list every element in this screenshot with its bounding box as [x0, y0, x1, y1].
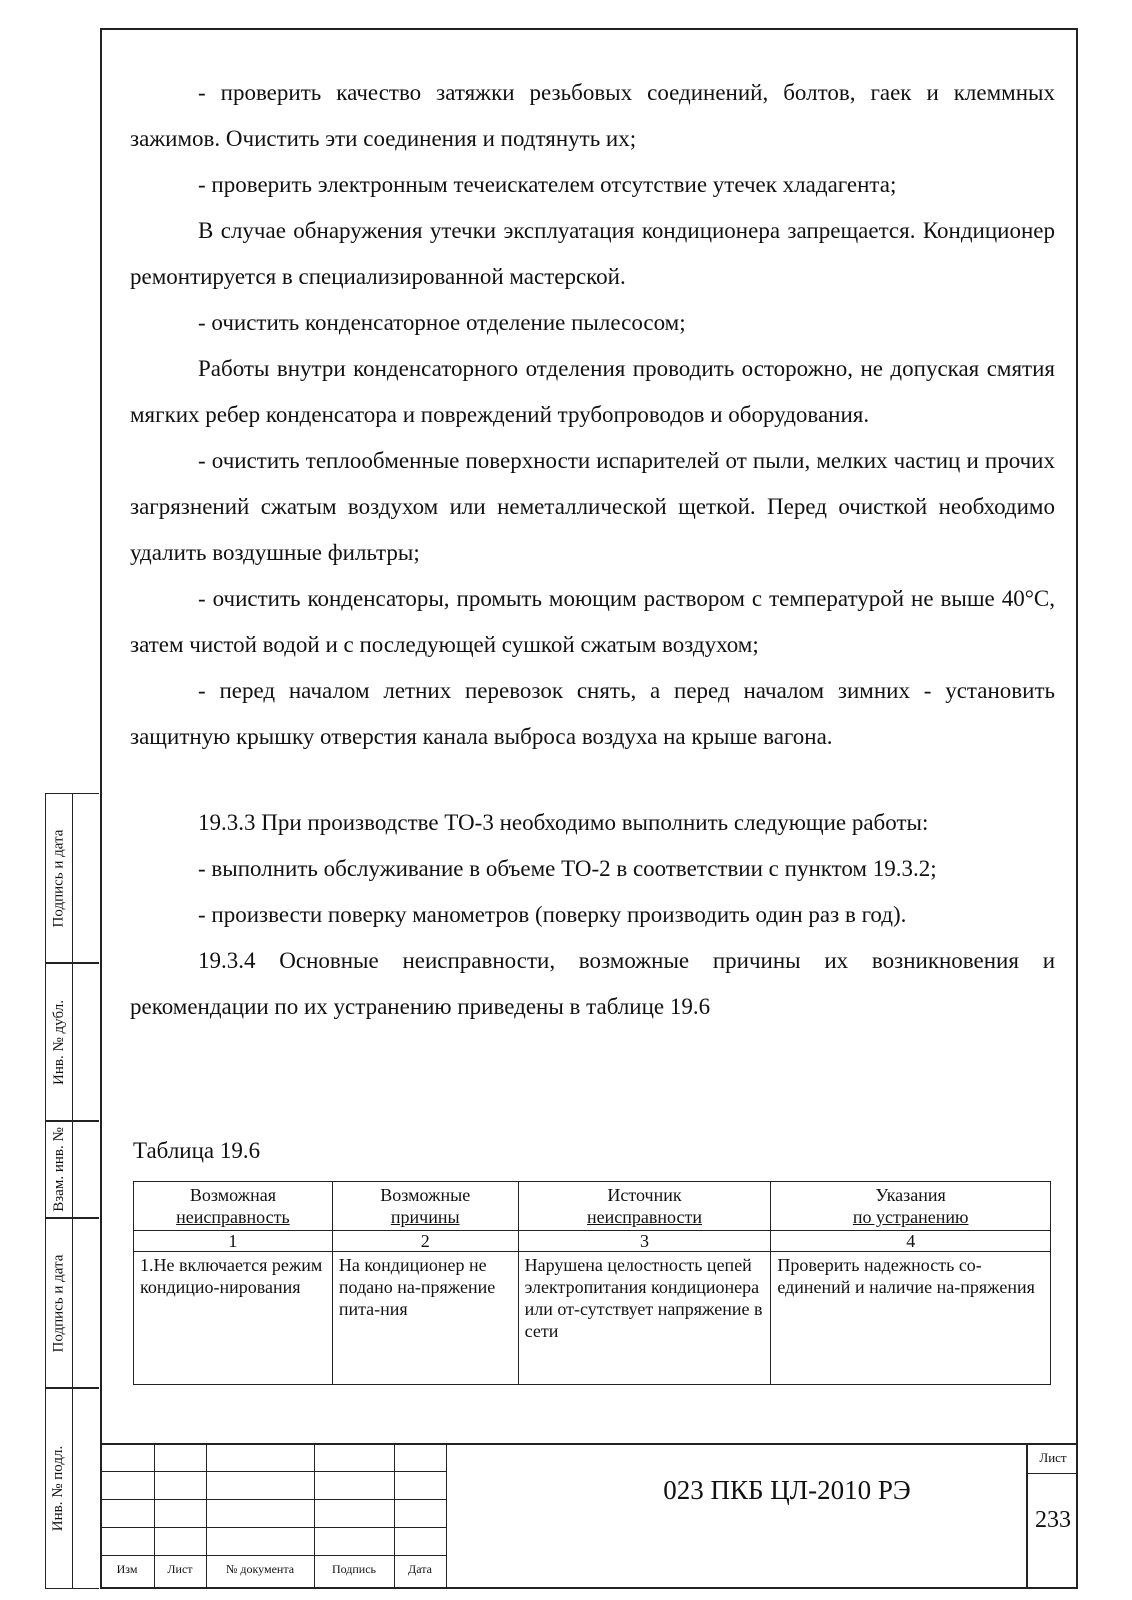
paragraph: В случае обнаружения утечки эксплуатация кондиционера запрещается. Кондиционер ремонтируется в специализированной мастерской. [130, 218, 1055, 289]
table-number-row [134, 1231, 1051, 1252]
column-number: 1 [134, 1231, 333, 1252]
table-cell: Проверить надежность со-единений и наличие на-пряжения [771, 1252, 1051, 1385]
side-label-signature-date: Подпись и дата [45, 793, 99, 963]
table-cell: Нарушена целостность цепей электропитания кондиционера или от-сутствует напряжение в сети [518, 1252, 771, 1385]
header-cell: Возможные причины [332, 1182, 518, 1231]
table-title: Таблица 19.6 [133, 1138, 261, 1163]
paragraph: 19.3.3 При производстве ТО-3 необходимо выполнить следующие работы: [198, 810, 929, 835]
paragraph: - проверить электронным течеискателем отсутствие утечек хладагента; [198, 172, 897, 197]
document-code: 023 ПКБ ЦЛ-2010 РЭ [663, 1475, 911, 1505]
paragraph: - очистить конденсаторы, промыть моющим раствором с температурой не выше 40°С, затем чистой водой и с последующей сушкой сжатым воздухом; [130, 586, 1055, 657]
stamp-caption-signature: Подпись [331, 1562, 377, 1576]
column-number: 4 [771, 1231, 1051, 1252]
stamp-caption-change: Изм [116, 1562, 138, 1576]
document-body [130, 70, 1055, 1030]
column-number: 2 [332, 1231, 518, 1252]
header-cell: Источник неисправности [518, 1182, 771, 1231]
table-cell: На кондиционер не подано на-пряжение пита-ния [332, 1252, 518, 1385]
header-cell: Возможная неисправность [134, 1182, 333, 1231]
paragraph: - проверить качество затяжки резьбовых соединений, болтов, гаек и клеммных зажимов. Очистить эти соединения и подтянуть их; [130, 80, 1055, 151]
side-label-orig-inv: Инв. № подл. [45, 1388, 99, 1589]
table-header-row [134, 1182, 1051, 1231]
paragraph: - перед началом летних перевозок снять, а перед началом зимних - установить защитную крышку отверстия канала выброса воздуха на крыше вагона. [130, 678, 1055, 749]
stamp-caption-document: № документа [225, 1562, 295, 1576]
header-cell: Указания по устранению [771, 1182, 1051, 1231]
paragraph: - выполнить обслуживание в объеме ТО-2 в соответствии с пунктом 19.3.2; [198, 856, 937, 881]
paragraph: - очистить теплообменные поверхности испарителей от пыли, мелких частиц и прочих загрязнений сжатым воздухом или неметаллической щеткой. Перед очисткой необходимо удалить воздушные фильтры; [130, 448, 1055, 565]
table-row [134, 1252, 1051, 1385]
stamp-caption-sheet: Лист [167, 1562, 193, 1576]
paragraph: - очистить конденсаторное отделение пылесосом; [198, 310, 686, 335]
stamp-caption-date: Дата [408, 1562, 432, 1576]
side-label-dup-inv: Инв. № дубл. [45, 963, 99, 1121]
sheet-number: 233 [1035, 1507, 1071, 1533]
side-label-signature-date-2: Подпись и дата [45, 1218, 99, 1388]
paragraph: - произвести поверку манометров (поверку производить один раз в год). [198, 902, 907, 927]
title-block [100, 1443, 1078, 1589]
paragraph: 19.3.4 Основные неисправности, возможные причины их возникновения и рекомендации по их устранению приведены в таблице 19.6 [130, 948, 1055, 1019]
table-cell: 1.Не включается режим кондицио-нирования [134, 1252, 333, 1385]
sheet-label: Лист [1039, 1450, 1067, 1465]
faults-table [133, 1181, 1051, 1385]
paragraph: Работы внутри конденсаторного отделения проводить осторожно, не допуская смятия мягких ребер конденсатора и повреждений трубопроводов и оборудования. [130, 356, 1055, 427]
side-label-replace-inv: Взам. инв. № [45, 1121, 99, 1218]
column-number: 3 [518, 1231, 771, 1252]
